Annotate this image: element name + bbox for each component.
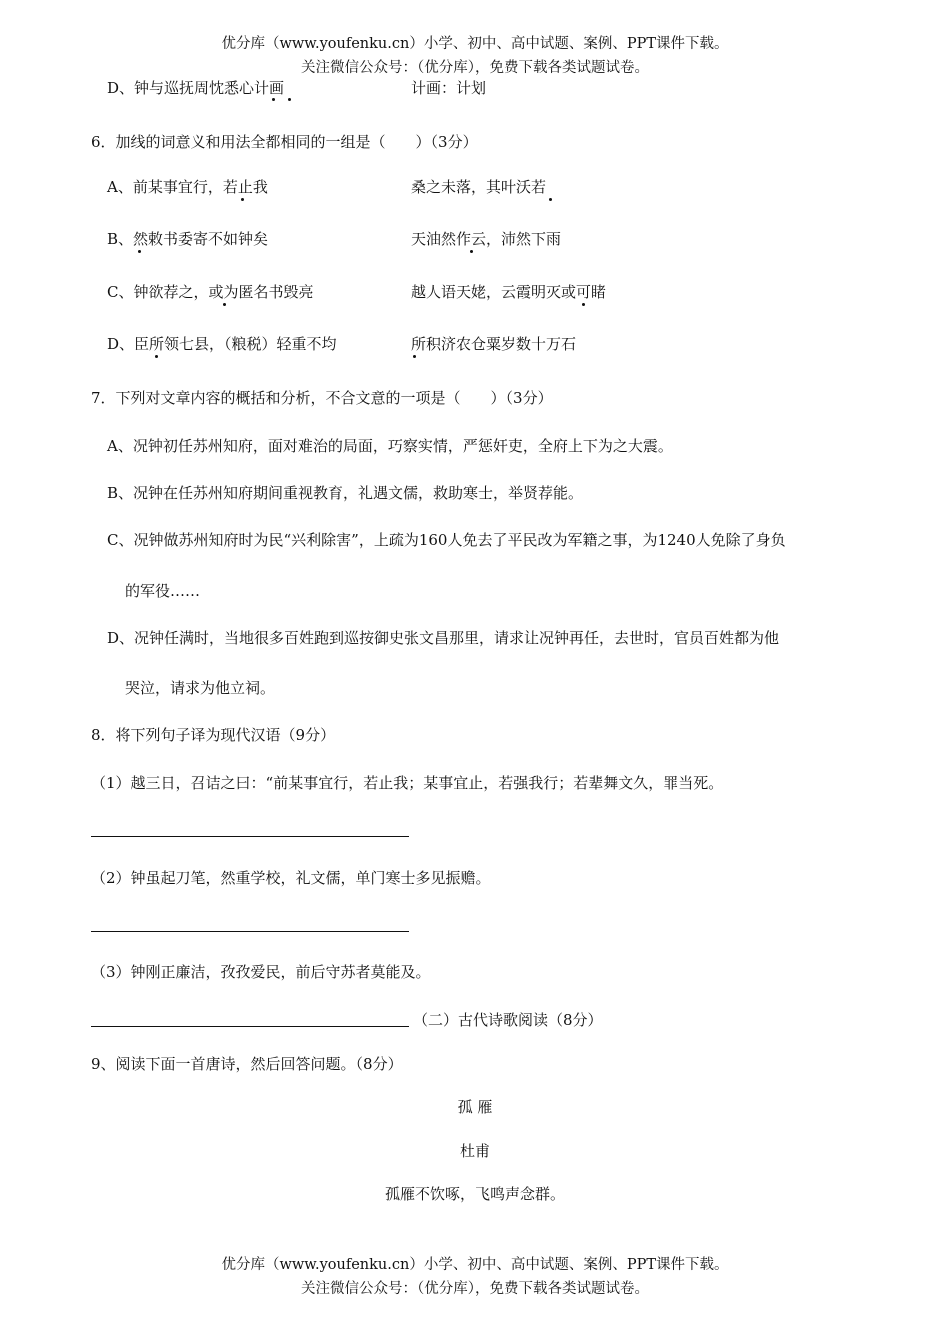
emphasis-dot	[470, 250, 473, 253]
emphasis-dot	[155, 355, 158, 358]
poem-title: 孤 雁	[457, 1098, 493, 1116]
q6-option-b-left: B、然敕书委寄不如钟矣	[107, 230, 269, 248]
header-line-2: 关注微信公众号：（优分库），免费下载各类试题试卷。	[301, 60, 649, 76]
q8-sentence-2: （2）钟虽起刀笔，然重学校，礼文儒，单门寒士多见振赡。	[91, 869, 491, 887]
q6-option-d-right: 所积济农仓粟岁数十万石	[411, 335, 577, 353]
q7-option-b: B、况钟在任苏州知府期间重视教育，礼遇文儒，救助寒士，举贤荐能。	[107, 484, 584, 502]
q7-option-d-cont: 哭泣，请求为他立祠。	[125, 679, 276, 697]
q8-sentence-3: （3）钟刚正廉洁，孜孜爱民，前后守苏者莫能及。	[91, 963, 431, 981]
footer-line-2: 关注微信公众号：（优分库），免费下载各类试题试卷。	[301, 1281, 649, 1297]
q6-stem: 6．加线的词意义和用法全都相同的一组是（ ）（3分）	[91, 133, 478, 151]
emphasis-dot	[549, 198, 552, 201]
q6-option-d-left: D、臣所领七县，（粮税）轻重不均	[107, 335, 337, 353]
emphasis-dot	[288, 98, 291, 101]
q9-stem: 9、阅读下面一首唐诗，然后回答问题。（8分）	[91, 1055, 403, 1073]
emphasis-dot	[272, 98, 275, 101]
q6-option-c-right: 越人语天姥，云霞明灭或可睹	[411, 283, 607, 301]
emphasis-dot	[138, 250, 141, 253]
q7-option-a: A、况钟初任苏州知府，面对难治的局面，巧察实情，严惩奸吏，全府上下为之大震。	[107, 437, 673, 455]
poem-author: 杜甫	[459, 1142, 490, 1160]
footer-line-1: 优分库（www.youfenku.cn）小学、初中、高中试题、案例、PPT课件下载。	[221, 1257, 729, 1273]
emphasis-dot	[582, 303, 585, 306]
q7-option-c-cont: 的军役……	[125, 582, 201, 600]
section-heading: （二）古代诗歌阅读（8分）	[413, 1011, 603, 1029]
answer-line-1	[91, 836, 409, 837]
emphasis-dot	[241, 198, 244, 201]
q6-option-c-left: C、钟欲荐之，或为匿名书毁亮	[107, 283, 314, 301]
answer-line-2	[91, 931, 409, 932]
q6-option-b-right: 天油然作云，沛然下雨	[411, 230, 562, 248]
emphasis-dot	[413, 355, 416, 358]
emphasis-dot	[223, 303, 226, 306]
q7-option-d: D、况钟任满时，当地很多百姓跑到巡按御史张文昌那里，请求让况钟再任，去世时，官员百姓都为他	[107, 629, 780, 647]
header-line-1: 优分库（www.youfenku.cn）小学、初中、高中试题、案例、PPT课件下载。	[221, 36, 729, 52]
q7-stem: 7．下列对文章内容的概括和分析，不合文意的一项是（ ）（3分）	[91, 389, 553, 407]
poem-line-1: 孤雁不饮啄，飞鸣声念群。	[384, 1185, 565, 1203]
q6-option-a-left: A、前某事宜行，若止我	[107, 178, 268, 196]
q7-option-c: C、况钟做苏州知府时为民“兴利除害”，上疏为160人免去了平民改为军籍之事，为1240人免除了身负	[107, 531, 786, 549]
q5-option-d: D、钟与巡抚周忱悉心计画	[107, 79, 285, 97]
q8-stem: 8．将下列句子译为现代汉语（9分）	[91, 726, 336, 744]
q5-option-d-gloss: 计画：计划	[411, 79, 487, 97]
q6-option-a-right: 桑之未落，其叶沃若	[411, 178, 547, 196]
q8-sentence-1: （1）越三日，召诘之曰：“前某事宜行，若止我；某事宜止，若强我行；若辈舞文久，罪当死。	[91, 774, 724, 792]
answer-line-3	[91, 1026, 409, 1027]
